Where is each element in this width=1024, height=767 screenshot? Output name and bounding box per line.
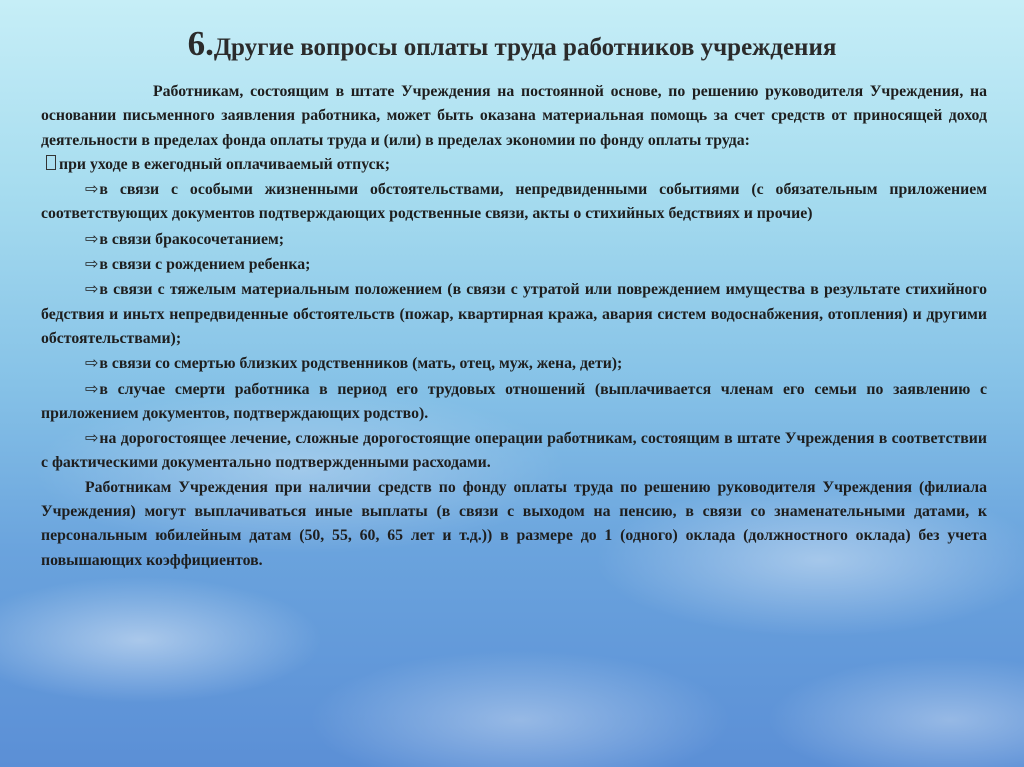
list-item (41, 277, 987, 351)
list-item-text: при уходе в ежегодный оплачиваемый отпуск; (59, 155, 391, 173)
list-item (41, 377, 987, 427)
list-item-text: в связи с особыми жизненными обстоятельствами, непредвиденными событиями (с обязательным приложением соответствующих документов подтверждающих родственные связи, акты о стихийных бедствиях и прочие) (41, 181, 987, 223)
list-item (41, 426, 987, 476)
list-item (41, 177, 987, 227)
arrow-right-icon: ⇨ (85, 254, 99, 274)
list-item (41, 351, 987, 376)
slide-body (41, 80, 987, 573)
arrow-right-icon: ⇨ (85, 428, 99, 448)
list-item-text: в случае смерти работника в период его трудовых отношений (выплачивается членам его семьи по заявлению с приложением документов, подтверждающих родство). (41, 380, 987, 422)
intro-paragraph: Работникам, состоящим в штате Учреждения на постоянной основе, по решению руководителя Учреждения, на основании письменного заявления работника, может быть оказана материальная помощь за счет средств от приносящей доход деятельности в пределах фонда оплаты труда и (или) в пределах экономии по фонду оплаты труда: (41, 83, 987, 149)
arrow-right-icon: ⇨ (85, 353, 99, 373)
slide-title (0, 24, 1024, 64)
list-item-vacation (41, 153, 987, 177)
arrow-right-icon: ⇨ (85, 228, 99, 248)
list-item-text: в связи со смертью близких родственников (мать, отец, муж, жена, дети); (99, 355, 623, 373)
list-item-text: в связи с тяжелым материальным положением (в связи с утратой или повреждением имущества в результате стихийного бедствия и иньтх непредвиденные обстоятельств (пожар, квартирная кража, авария систем водоснабжения, отопления) и другими обстоятельствами); (41, 281, 987, 347)
list-item (41, 252, 987, 277)
list-item-text: в связи с рождением ребенка; (99, 256, 311, 274)
title-number: 6. (187, 24, 214, 63)
closing-paragraph: Работникам Учреждения при наличии средств по фонду оплаты труда по решению руководителя Учреждения (филиала Учреждения) могут выплачиваться иные выплаты (в связи с выходом на пенсию, в связи со знаменательными датами, к персональным юбилейным датам (50, 55, 60, 65 лет и т.д.)) в размере до 1 (одного) оклада (должностного оклада) без учета повышающих коэффициентов. (41, 478, 987, 569)
arrow-right-icon: ⇨ (85, 378, 99, 398)
arrow-right-icon: ⇨ (85, 179, 99, 199)
list-item-text: в связи бракосочетанием; (99, 230, 285, 248)
square-bullet-icon (46, 155, 56, 170)
title-text: Другие вопросы оплаты труда работников учреждения (213, 34, 837, 61)
list-item (41, 227, 987, 252)
list-item-text: на дорогостоящее лечение, сложные дорогостоящие операции работникам, состоящим в штате Учреждения в соответствии с фактическими документально подтвержденными расходами. (41, 430, 987, 472)
arrow-right-icon: ⇨ (85, 279, 99, 299)
